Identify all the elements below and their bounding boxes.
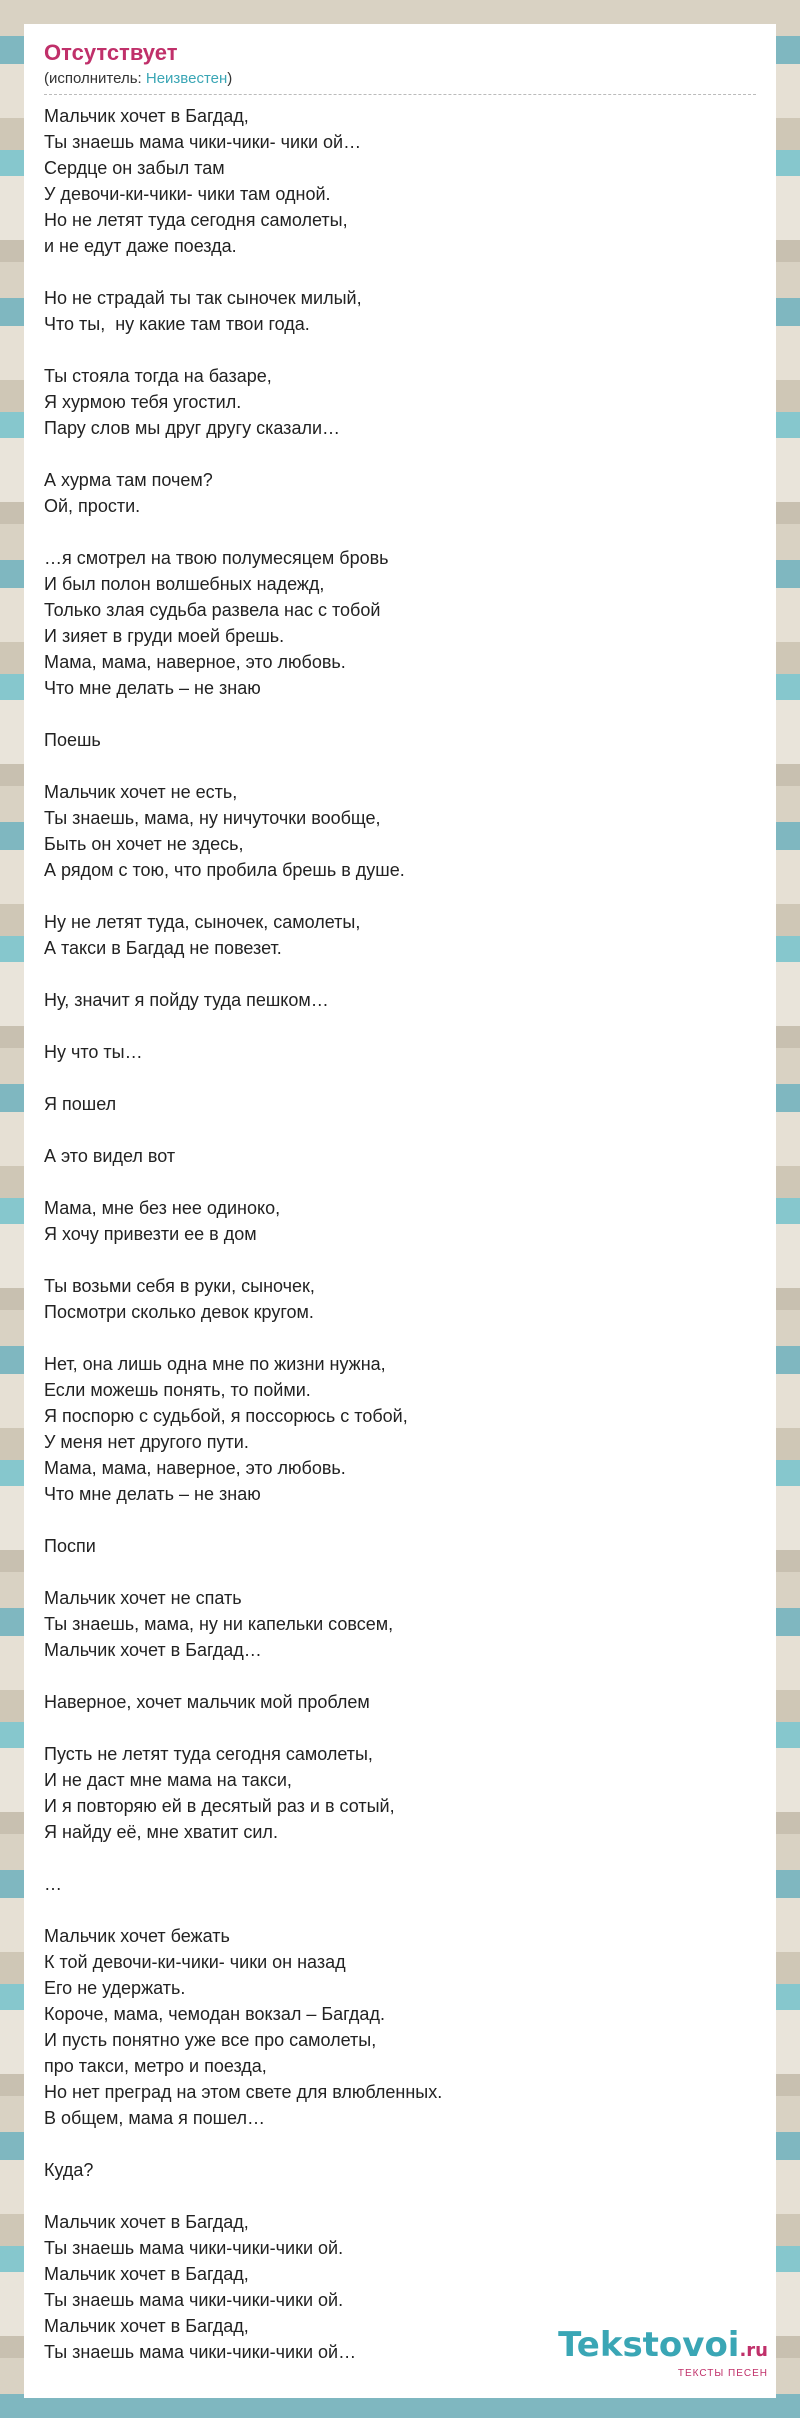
- stanza-break: [44, 1065, 756, 1091]
- artist-prefix: (исполнитель:: [44, 70, 146, 87]
- lyric-line: про такси, метро и поезда,: [44, 2056, 267, 2076]
- lyric-line: Ты возьми себя в руки, сыночек,: [44, 1276, 315, 1296]
- logo-tld: .ru: [739, 2340, 768, 2361]
- lyric-line: Мама, мне без нее одиноко,: [44, 1198, 281, 1218]
- lyric-line: Мальчик хочет в Багдад,: [44, 2264, 249, 2284]
- lyric-line: И пусть понятно уже все про самолеты,: [44, 2030, 377, 2050]
- lyric-line: Я хочу привезти ее в дом: [44, 1224, 257, 1244]
- stanza-break: [44, 1663, 756, 1689]
- lyric-line: А хурма там почем?: [44, 470, 213, 490]
- lyric-line: И я повторяю ей в десятый раз и в сотый,: [44, 1796, 395, 1816]
- stanza-break: [44, 441, 756, 467]
- lyric-line: Мальчик хочет не есть,: [44, 782, 238, 802]
- stanza-break: [44, 1247, 756, 1273]
- lyric-line: Ты знаешь мама чики-чики-чики ой…: [44, 2342, 357, 2362]
- lyric-line: Что ты, ну какие там твои года.: [44, 314, 310, 334]
- stanza-break: [44, 1845, 756, 1871]
- lyric-line: Мальчик хочет не спать: [44, 1588, 242, 1608]
- lyric-line: Нет, она лишь одна мне по жизни нужна,: [44, 1354, 386, 1374]
- lyrics-card: [24, 24, 776, 2398]
- lyric-line: Если можешь понять, то пойми.: [44, 1380, 311, 1400]
- lyric-line: Поешь: [44, 730, 101, 750]
- artist-link[interactable]: Неизвестен: [145, 70, 228, 87]
- lyric-line: Ну, значит я пойду туда пешком…: [44, 990, 329, 1010]
- logo-tagline: ТЕКСТЫ ПЕСЕН: [677, 2368, 768, 2379]
- stanza-break: [44, 1559, 756, 1585]
- lyric-line: Его не удержать.: [44, 1978, 186, 1998]
- stanza-break: [44, 883, 756, 909]
- artist-suffix: ): [227, 70, 233, 87]
- lyric-line: Короче, мама, чемодан вокзал – Багдад.: [44, 2004, 385, 2024]
- lyric-line: Я поспорю с судьбой, я поссорюсь с тобой,: [44, 1406, 408, 1426]
- lyric-line: Пусть не летят туда сегодня самолеты,: [44, 1744, 373, 1764]
- lyric-line: Ты знаешь мама чики-чики-чики ой.: [44, 2238, 344, 2258]
- lyric-line: Ты знаешь мама чики-чики- чики ой…: [44, 132, 362, 152]
- lyric-line: Но нет преград на этом свете для влюбленных.: [44, 2082, 443, 2102]
- logo-name: Tekstovoi: [558, 2325, 740, 2365]
- lyric-line: К той девочи-ки-чики- чики он назад: [44, 1952, 346, 1972]
- lyric-line: Ой, прости.: [44, 496, 141, 516]
- stanza-break: [44, 259, 756, 285]
- lyric-line: Мальчик хочет в Багдад,: [44, 2316, 249, 2336]
- lyric-line: И не даст мне мама на такси,: [44, 1770, 292, 1790]
- lyric-line: Я пошел: [44, 1094, 117, 1114]
- lyric-line: …я смотрел на твою полумесяцем бровь: [44, 548, 389, 568]
- stanza-break: [44, 337, 756, 363]
- lyric-line: Ну что ты…: [44, 1042, 143, 1062]
- stanza-break: [44, 1897, 756, 1923]
- lyric-line: Мама, мама, наверное, это любовь.: [44, 652, 346, 672]
- lyric-line: Мама, мама, наверное, это любовь.: [44, 1458, 346, 1478]
- stanza-break: [44, 1169, 756, 1195]
- lyric-line: А такси в Багдад не повезет.: [44, 938, 282, 958]
- lyric-line: …: [44, 1874, 62, 1894]
- stanza-break: [44, 1715, 756, 1741]
- lyric-line: Пару слов мы друг другу сказали…: [44, 418, 341, 438]
- lyric-line: Посмотри сколько девок кругом.: [44, 1302, 314, 1322]
- lyric-line: Куда?: [44, 2160, 94, 2180]
- lyric-line: И был полон волшебных надежд,: [44, 574, 325, 594]
- stanza-break: [44, 753, 756, 779]
- lyric-line: Мальчик хочет в Багдад,: [44, 106, 249, 126]
- song-title: Отсутствует: [44, 40, 178, 65]
- lyric-line: Сердце он забыл там: [44, 158, 225, 178]
- stanza-break: [44, 1117, 756, 1143]
- lyric-line: Мальчик хочет в Багдад…: [44, 1640, 262, 1660]
- lyric-line: И зияет в груди моей брешь.: [44, 626, 285, 646]
- lyric-line: Быть он хочет не здесь,: [44, 834, 244, 854]
- lyric-line: Мальчик хочет в Багдад,: [44, 2212, 249, 2232]
- lyric-line: Я найду её, мне хватит сил.: [44, 1822, 278, 1842]
- lyric-line: Мальчик хочет бежать: [44, 1926, 230, 1946]
- artist-line: [44, 68, 756, 90]
- lyric-line: Но не страдай ты так сыночек милый,: [44, 288, 362, 308]
- divider: [44, 94, 756, 95]
- site-logo[interactable]: [558, 2325, 768, 2379]
- lyric-line: У меня нет другого пути.: [44, 1432, 249, 1452]
- lyric-line: Поспи: [44, 1536, 96, 1556]
- lyric-line: А рядом с тою, что пробила брешь в душе.: [44, 860, 405, 880]
- lyric-line: Наверное, хочет мальчик мой проблем: [44, 1692, 370, 1712]
- lyrics-body: [44, 103, 756, 2365]
- lyric-line: В общем, мама я пошел…: [44, 2108, 265, 2128]
- logo-wordmark: [558, 2325, 768, 2368]
- stanza-break: [44, 1325, 756, 1351]
- stanza-break: [44, 961, 756, 987]
- lyric-line: А это видел вот: [44, 1146, 176, 1166]
- stanza-break: [44, 2183, 756, 2209]
- lyric-line: Я хурмою тебя угостил.: [44, 392, 242, 412]
- lyric-line: и не едут даже поезда.: [44, 236, 237, 256]
- lyric-line: Что мне делать – не знаю: [44, 1484, 261, 1504]
- lyric-line: Только злая судьба развела нас с тобой: [44, 600, 381, 620]
- lyric-line: Ты знаешь, мама, ну ничуточки вообще,: [44, 808, 381, 828]
- lyric-line: У девочи-ки-чики- чики там одной.: [44, 184, 331, 204]
- lyric-line: Ты знаешь, мама, ну ни капельки совсем,: [44, 1614, 394, 1634]
- lyric-line: Ты стояла тогда на базаре,: [44, 366, 272, 386]
- lyric-line: Ну не летят туда, сыночек, самолеты,: [44, 912, 361, 932]
- lyric-line: Что мне делать – не знаю: [44, 678, 261, 698]
- stanza-break: [44, 2131, 756, 2157]
- stanza-break: [44, 519, 756, 545]
- stanza-break: [44, 701, 756, 727]
- stanza-break: [44, 1013, 756, 1039]
- stanza-break: [44, 1507, 756, 1533]
- lyric-line: Но не летят туда сегодня самолеты,: [44, 210, 348, 230]
- lyric-line: Ты знаешь мама чики-чики-чики ой.: [44, 2290, 344, 2310]
